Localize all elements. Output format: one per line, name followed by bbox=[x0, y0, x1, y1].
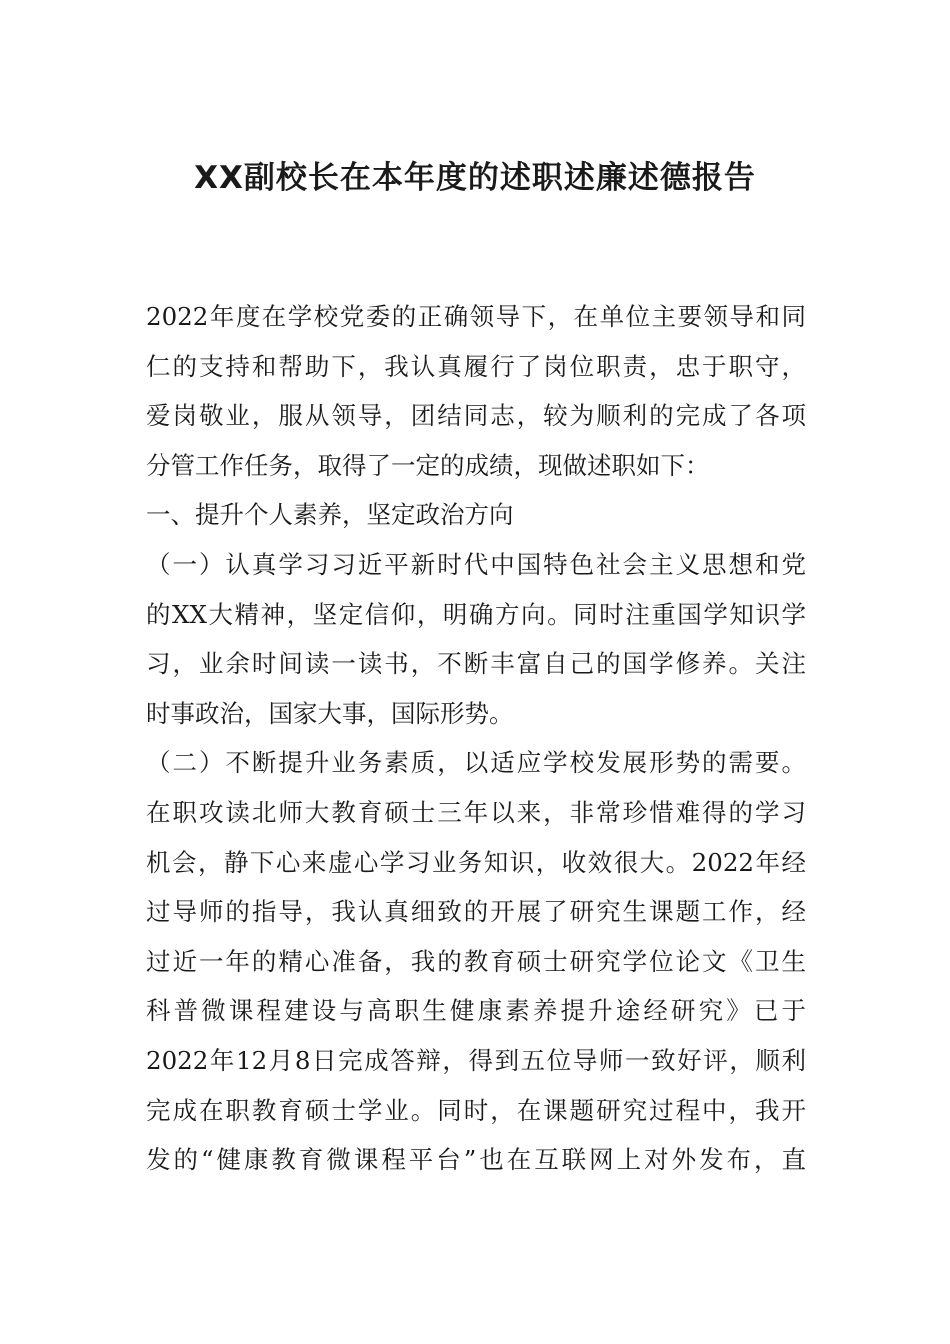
paragraph-line: （一）认真学习习近平新时代中国特色社会主义思想和党 bbox=[146, 549, 806, 579]
paragraph-line: 机会，静下心来虚心学习业务知识，收效很大。2022年经 bbox=[146, 847, 806, 877]
paragraph-line: 过导师的指导，我认真细致的开展了研究生课题工作，经 bbox=[146, 897, 806, 927]
paragraph-line: 仁的支持和帮助下，我认真履行了岗位职责，忠于职守， bbox=[146, 351, 806, 381]
paragraph-line: 科普微课程建设与高职生健康素养提升途经研究》已于 bbox=[146, 996, 806, 1026]
section-heading: 一、提升个人素养，坚定政治方向 bbox=[146, 500, 514, 530]
paragraph-line: 完成在职教育硕士学业。同时，在课题研究过程中，我开 bbox=[146, 1095, 806, 1125]
paragraph-line: 时事政治，国家大事，国际形势。 bbox=[146, 698, 514, 728]
paragraph-line: 分管工作任务，取得了一定的成绩，现做述职如下： bbox=[146, 450, 710, 480]
paragraph-line: 发的“健康教育微课程平台”也在互联网上对外发布，直 bbox=[146, 1145, 806, 1175]
paragraph-line: 爱岗敬业，服从领导，团结同志，较为顺利的完成了各项 bbox=[146, 401, 806, 431]
paragraph-line: 在职攻读北师大教育硕士三年以来，非常珍惜难得的学习 bbox=[146, 797, 806, 827]
document-body bbox=[146, 292, 806, 1185]
paragraph-line: （二）不断提升业务素质，以适应学校发展形势的需要。 bbox=[146, 748, 806, 778]
paragraph-line: 过近一年的精心准备，我的教育硕士研究学位论文《卫生 bbox=[146, 946, 806, 976]
document-title: XX副校长在本年度的述职述廉述德报告 bbox=[194, 160, 756, 196]
paragraph-line: 的XX大精神，坚定信仰，明确方向。同时注重国学知识学 bbox=[146, 599, 806, 629]
paragraph-line: 2022年度在学校党委的正确领导下，在单位主要领导和同 bbox=[146, 302, 806, 331]
paragraph-line: 2022年12月8日完成答辩，得到五位导师一致好评，顺利 bbox=[146, 1045, 806, 1075]
paragraph-line: 习，业余时间读一读书，不断丰富自己的国学修养。关注 bbox=[146, 649, 806, 679]
